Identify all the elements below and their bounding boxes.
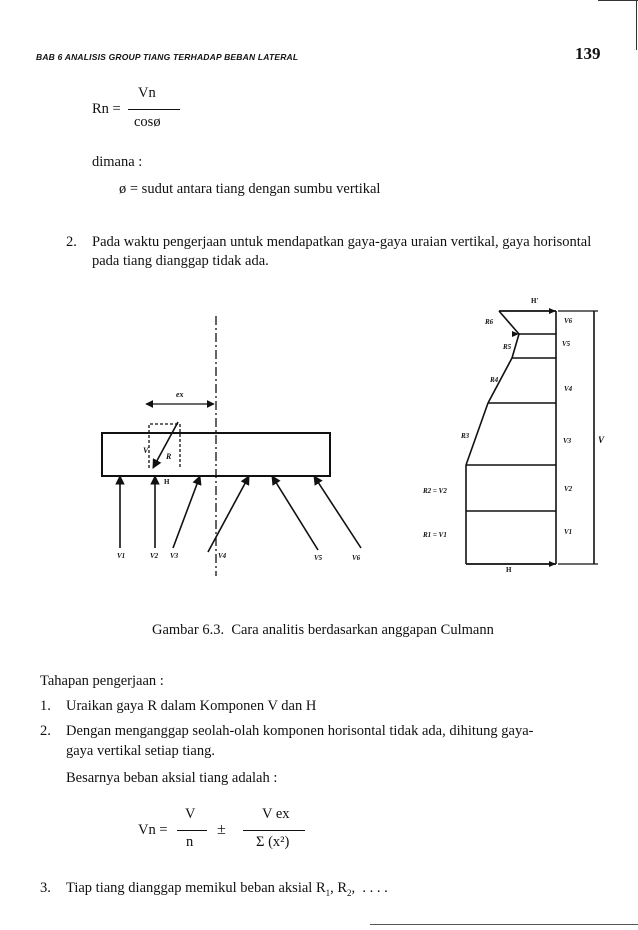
step2-line1: Dengan menganggap seolah-olah komponen horisontal tidak ada, dihitung gaya- [66,723,534,739]
eq2-num1: V [185,806,196,822]
polygon-side-R3 [466,403,488,465]
figure-caption: Gambar 6.3. Cara analitis berdasarkan anggapan Culmann [152,622,494,638]
besarnya-text: Besarnya beban aksial tiang adalah : [66,770,278,786]
label-H-top: H' [531,297,539,305]
label-R: R [166,452,172,461]
step3-number: 3. [40,880,51,896]
label-ex: ex [176,390,184,399]
resultant-R [153,422,178,468]
label-V6: V6 [352,554,361,562]
label-V5: V5 [314,554,323,562]
eq2-num2: V ex [262,806,290,822]
eq1-numerator: Vn [138,85,156,101]
step1-number: 1. [40,698,51,714]
bottom-rule [370,924,638,925]
dimana-label: dimana : [92,154,143,170]
polygon-side-R5 [512,334,519,358]
label-R2: R2 = V2 [423,487,447,495]
step2-line2: gaya vertikal setiap tiang. [66,743,215,759]
label-V5-right: V5 [562,340,571,348]
polygon-side-R6 [499,311,519,334]
eq2-den1: n [186,834,194,850]
label-V2: V2 [150,552,159,560]
arrow-H-top [549,308,556,314]
label-V-total: V [598,435,605,445]
label-V4-right: V4 [564,385,573,393]
label-R5: R5 [503,343,512,351]
pile-6 [314,476,361,548]
pile-3 [173,476,200,548]
label-H-bottom: H [506,566,512,574]
step3-tail: , . . . . [351,880,388,896]
label-V1: V1 [117,552,126,560]
eq2-bar1 [177,830,207,831]
step3-main: Tiap tiang dianggap memikul beban aksial R [66,880,326,896]
label-V4: V4 [218,552,227,560]
label-V: V [143,446,149,455]
label-H: H [164,478,170,486]
label-V2-right: V2 [564,485,573,493]
page-number: 139 [575,44,601,63]
tahapan-heading: Tahapan pengerjaan : [40,673,164,689]
label-R6: R6 [485,318,494,326]
label-R1: R1 = V1 [423,531,447,539]
label-R3: R3 [461,432,470,440]
item2-line1: Pada waktu pengerjaan untuk mendapatkan gaya-gaya uraian vertikal, gaya horisontal [92,234,592,250]
arrow-H-bottom [549,561,556,567]
label-R4: R4 [490,376,499,384]
step3-text [66,880,388,898]
step3-sub2: 2 [347,887,352,898]
phi-definition: ø = sudut antara tiang dengan sumbu vertikal [119,181,381,197]
step3-sub1: 1 [325,887,331,898]
label-V3: V3 [170,552,179,560]
label-V1-right: V1 [564,528,573,536]
step3-sep: , R [330,880,348,896]
eq2-lhs: Vn = [138,822,168,838]
running-title: BAB 6 ANALISIS GROUP TIANG TERHADAP BEBAN LATERAL [36,52,299,62]
pile-4 [208,476,249,552]
item2-line2: pada tiang dianggap tidak ada. [92,253,269,269]
label-V3-right: V3 [563,437,572,445]
item2-number: 2. [66,234,77,250]
eq2-den2: Σ (x²) [256,834,290,850]
label-V6-right: V6 [564,317,573,325]
eq1-denominator: cosø [134,114,161,130]
eq2-bar2 [243,830,305,831]
eq2-plus-minus: ± [217,821,226,838]
step1-text: Uraikan gaya R dalam Komponen V dan H [66,698,317,714]
pile-5 [272,476,318,550]
step2-number: 2. [40,723,51,739]
eq1-lhs: Rn = [92,101,121,117]
